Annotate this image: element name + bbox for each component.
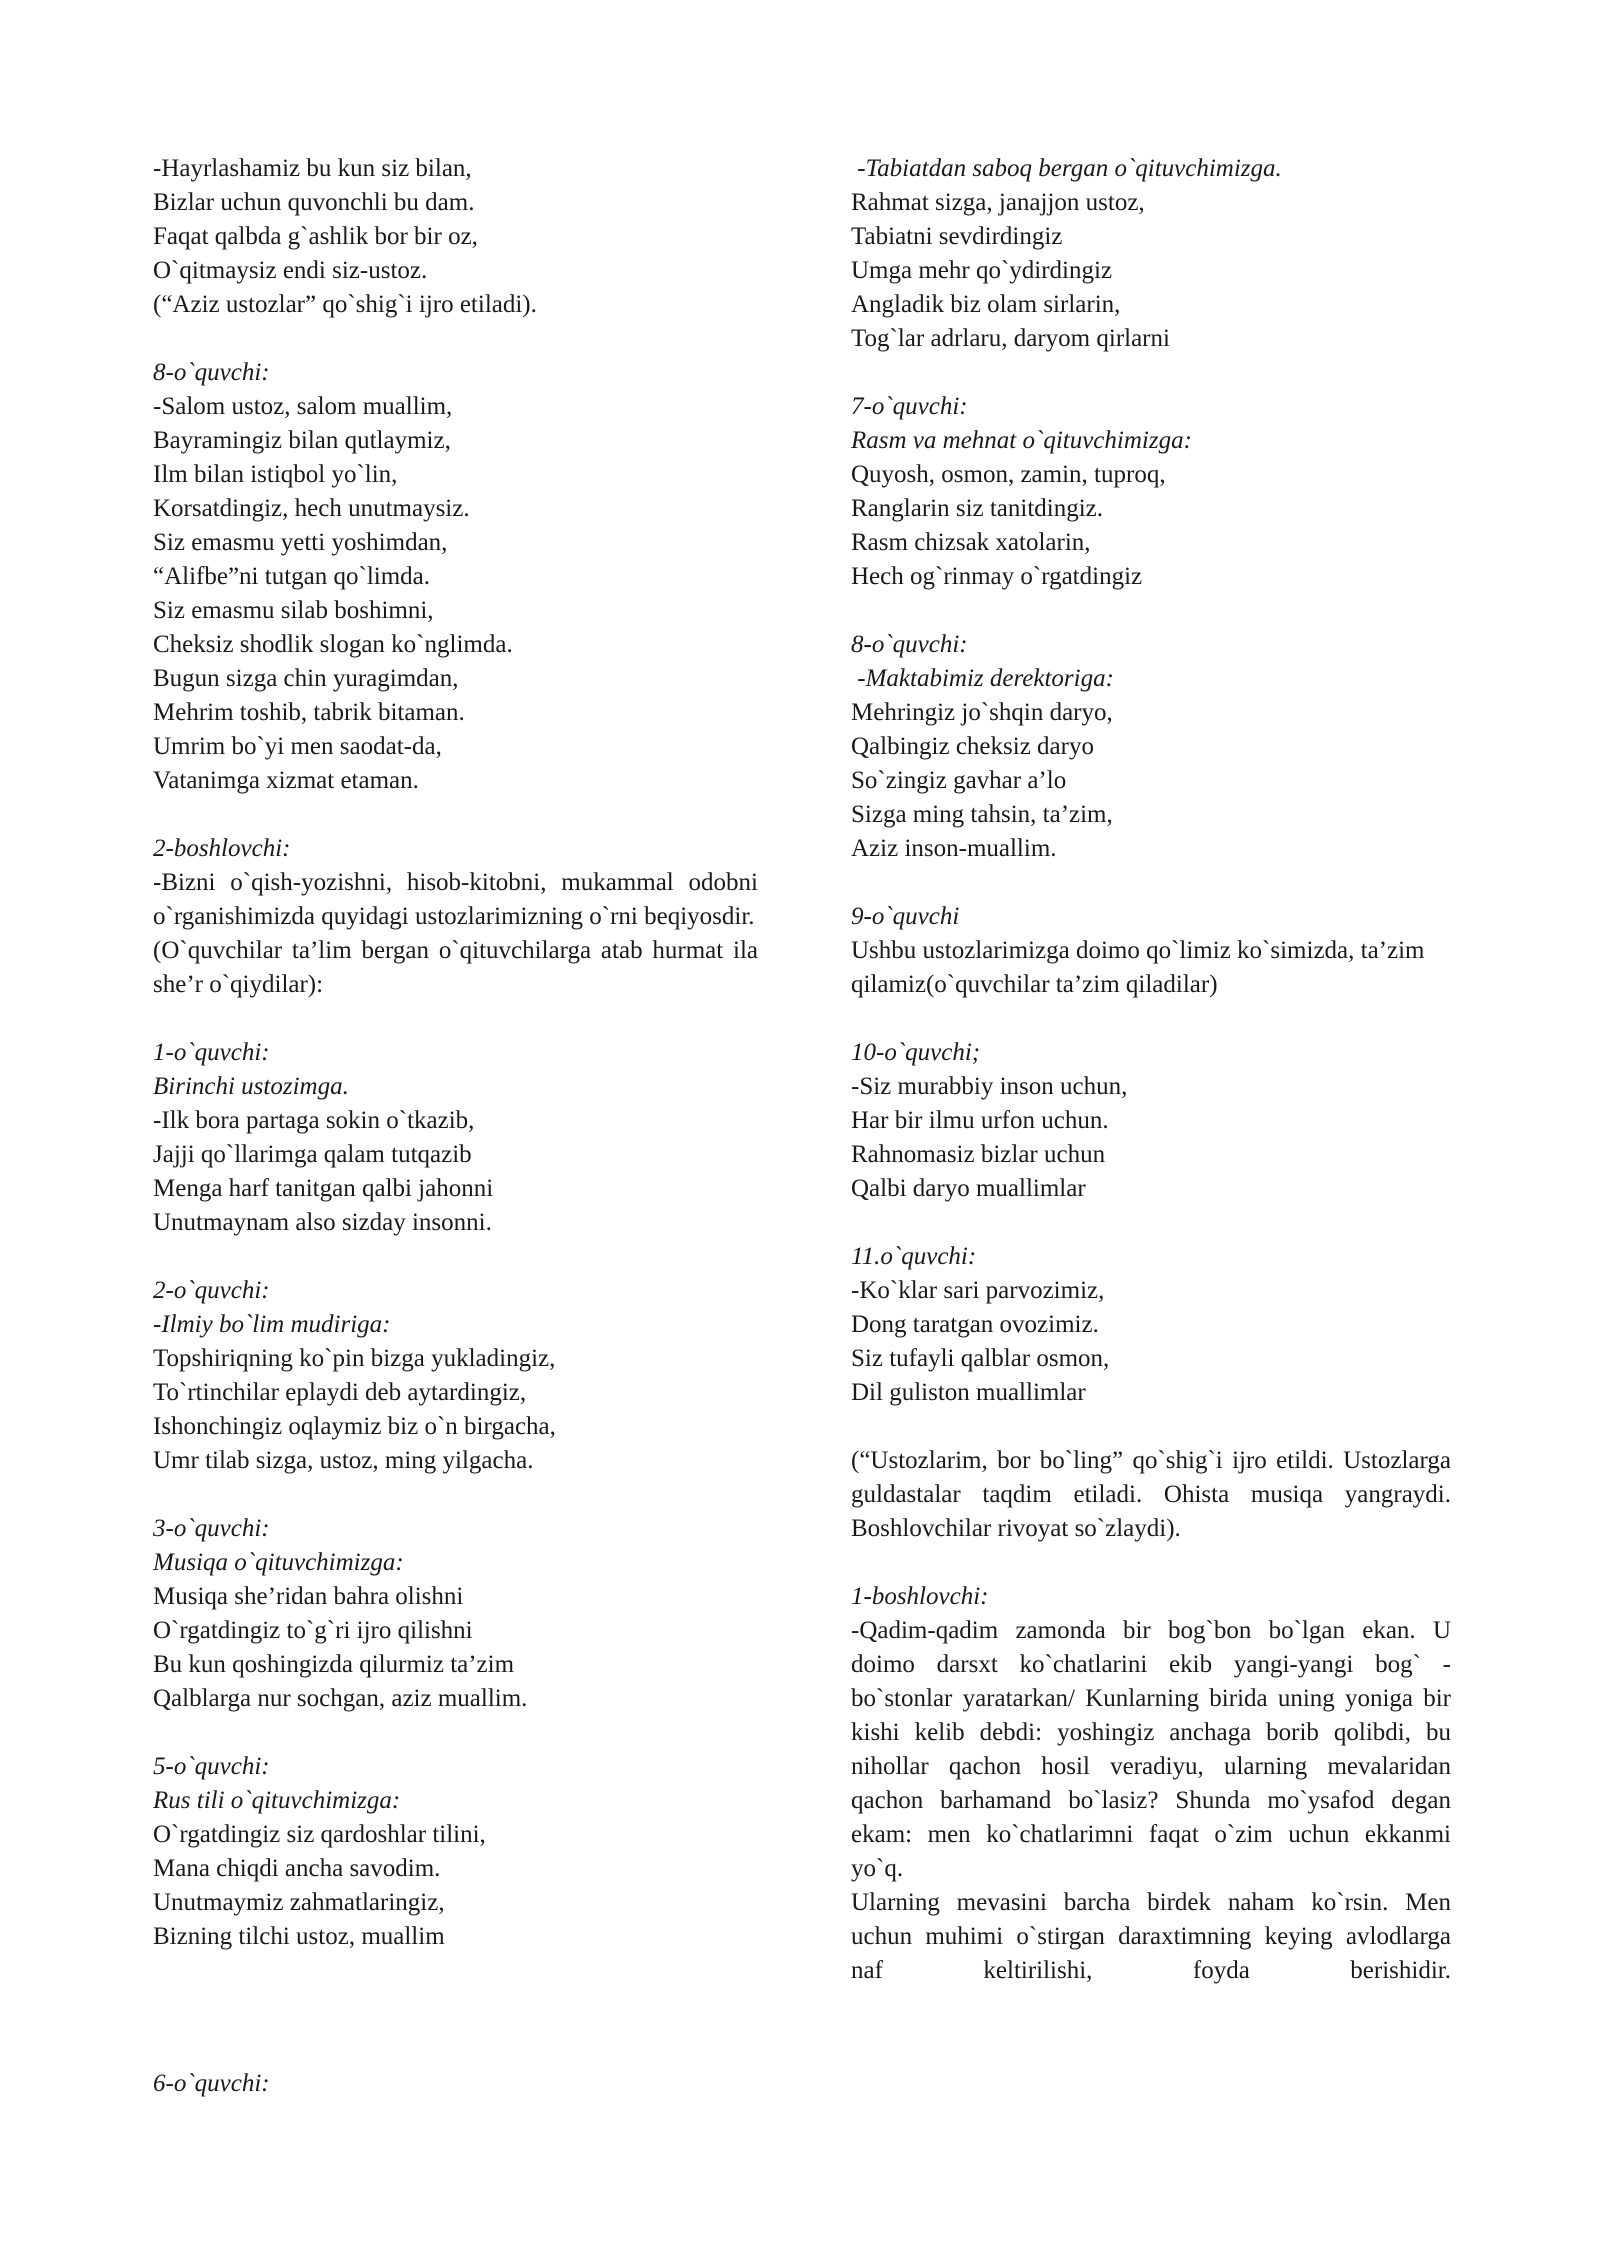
speaker-label: 10-o`quvchi; xyxy=(851,1039,981,1066)
verse-line: To`rtinchilar eplaydi deb aytardingiz, xyxy=(153,1379,527,1406)
verse-line: Ishonchingiz oqlaymiz biz o`n birgacha, xyxy=(153,1413,556,1440)
speaker-label: 2-boshlovchi: xyxy=(153,835,291,862)
verse-line: Jajji qo`llarimga qalam tutqazib xyxy=(153,1141,472,1168)
verse-line: Ranglarin siz tanitdingiz. xyxy=(851,495,1104,522)
verse-line: Rasm chizsak xatolarin, xyxy=(851,529,1091,556)
verse-line: Aziz inson-muallim. xyxy=(851,835,1057,862)
verse-line: Siz tufayli qalblar osmon, xyxy=(851,1345,1110,1372)
verse-block xyxy=(851,152,1451,356)
prose-paragraph: Ushbu ustozlarimizga doimo qo`limiz ko`simizda, ta’zim qilamiz(o`quvchilar ta’zim qiladilar) xyxy=(851,937,1425,998)
stage-direction: (“Aziz ustozlar” qo`shig`i ijro etiladi). xyxy=(153,291,537,318)
stage-direction: (“Ustozlarim, bor bo`ling” qo`shig`i ijro etildi. Ustozlarga guldastalar taqdim etiladi. Ohista musiqa yangraydi. Boshlovchilar rivoyat so`zlaydi). xyxy=(851,1447,1451,1542)
verse-line: Qalbi daryo muallimlar xyxy=(851,1175,1086,1202)
verse-block xyxy=(153,1036,758,1240)
verse-block xyxy=(851,628,1451,866)
left-column xyxy=(153,152,758,1988)
verse-line: -Ilk bora partaga sokin o`tkazib, xyxy=(153,1107,475,1134)
verse-line: Topshiriqning ko`pin bizga yukladingiz, xyxy=(153,1345,556,1372)
verse-block xyxy=(153,152,758,322)
prose-block xyxy=(851,900,1451,1002)
verse-line: Dil guliston muallimlar xyxy=(851,1379,1086,1406)
speaker-label: 6-o`quvchi: xyxy=(153,2070,270,2097)
verse-block xyxy=(153,1750,758,1954)
verse-line: -Ko`klar sari parvozimiz, xyxy=(851,1277,1105,1304)
verse-line: Rahnomasiz bizlar uchun xyxy=(851,1141,1106,1168)
verse-line: -Hayrlashamiz bu kun siz bilan, xyxy=(153,155,472,182)
verse-line: Angladik biz olam sirlarin, xyxy=(851,291,1121,318)
verse-block xyxy=(153,356,758,798)
verse-line: -Salom ustoz, salom muallim, xyxy=(153,393,453,420)
speaker-label: 8-o`quvchi: xyxy=(153,359,270,386)
dedication-line: Rasm va mehnat o`qituvchimizga: xyxy=(851,427,1192,454)
verse-line: Rahmat sizga, janajjon ustoz, xyxy=(851,189,1145,216)
verse-block xyxy=(851,1036,1451,1206)
prose-paragraph: -Bizni o`qish-yozishni, hisob-kitobni, mukammal odobni o`rganishimizda quyidagi ustozlarimizning o`rni beqiyosdir. xyxy=(153,869,758,930)
prose-block xyxy=(153,832,758,1002)
verse-line: Qalbingiz cheksiz daryo xyxy=(851,733,1094,760)
verse-line: Umr tilab sizga, ustoz, ming yilgacha. xyxy=(153,1447,534,1474)
verse-line: Quyosh, osmon, zamin, tuproq, xyxy=(851,461,1166,488)
speaker-label: 11.o`quvchi: xyxy=(851,1243,977,1270)
verse-line: Faqat qalbda g`ashlik bor bir oz, xyxy=(153,223,478,250)
verse-line: Mehringiz jo`shqin daryo, xyxy=(851,699,1113,726)
verse-line: Umga mehr qo`ydirdingiz xyxy=(851,257,1113,284)
verse-block xyxy=(851,1240,1451,1410)
verse-line: -Siz murabbiy inson uchun, xyxy=(851,1073,1128,1100)
stage-direction: (O`quvchilar ta’lim bergan o`qituvchilarga atab hurmat ila she’r o`qiydilar): xyxy=(153,937,758,998)
speaker-label: 9-o`quvchi xyxy=(851,903,960,930)
speaker-label: 2-o`quvchi: xyxy=(153,1277,270,1304)
speaker-label: 3-o`quvchi: xyxy=(153,1515,270,1542)
verse-block xyxy=(851,390,1451,594)
verse-line: Mana chiqdi ancha savodim. xyxy=(153,1855,441,1882)
verse-line: Sizga ming tahsin, ta’zim, xyxy=(851,801,1113,828)
verse-line: Siz emasmu silab boshimni, xyxy=(153,597,434,624)
dedication-line: Birinchi ustozimga. xyxy=(153,1073,349,1100)
verse-line: O`rgatdingiz to`g`ri ijro qilishni xyxy=(153,1617,473,1644)
prose-paragraph: Ularning mevasini barcha birdek naham ko`rsin. Men uchun muhimi o`stirgan daraxtimning keying avlodlarga naf keltirilishi, foyda berishidir. xyxy=(851,1889,1451,1984)
right-column xyxy=(851,152,1451,2022)
verse-line: O`rgatdingiz siz qardoshlar tilini, xyxy=(153,1821,486,1848)
prose-block xyxy=(851,1580,1451,1988)
verse-line: Bu kun qoshingizda qilurmiz ta’zim xyxy=(153,1651,515,1678)
verse-line: Mehrim toshib, tabrik bitaman. xyxy=(153,699,465,726)
verse-line: Tabiatni sevdirdingiz xyxy=(851,223,1063,250)
verse-line: Musiqa she’ridan bahra olishni xyxy=(153,1583,464,1610)
dedication-line: -Ilmiy bo`lim mudiriga: xyxy=(153,1311,391,1338)
verse-line: O`qitmaysiz endi siz-ustoz. xyxy=(153,257,428,284)
verse-line: So`zingiz gavhar a’lo xyxy=(851,767,1067,794)
verse-line: Tog`lar adrlaru, daryom qirlarni xyxy=(851,325,1170,352)
dedication-line: -Maktabimiz derektoriga: xyxy=(851,665,1114,692)
verse-line: Dong taratgan ovozimiz. xyxy=(851,1311,1099,1338)
verse-line: Bugun sizga chin yuragimdan, xyxy=(153,665,459,692)
prose-paragraph: -Qadim-qadim zamonda bir bog`bon bo`lgan ekan. U doimo darsxt ko`chatlarini ekib yangi-yangi bog` -bo`stonlar yaratarkan/ Kunlarning birida uning yoniga bir kishi kelib debdi: yoshingiz anchaga borib qolibdi, bu nihollar qachon hosil veradiyu, ularning mevalaridan qachon barhamand bo`lasiz? Shunda mo`ysafod degan ekam: men ko`chatlarimni faqat o`zim uchun ekkanmi yo`q. xyxy=(851,1617,1451,1882)
prose-block xyxy=(851,1444,1451,1546)
speaker-label: 1-o`quvchi: xyxy=(153,1039,270,1066)
dedication-line: Musiqa o`qituvchimizga: xyxy=(153,1549,404,1576)
verse-line: Cheksiz shodlik slogan ko`nglimda. xyxy=(153,631,513,658)
verse-line: Menga harf tanitgan qalbi jahonni xyxy=(153,1175,494,1202)
verse-line: Bayramingiz bilan qutlaymiz, xyxy=(153,427,451,454)
speaker-label: 1-boshlovchi: xyxy=(851,1583,989,1610)
verse-line: Hech og`rinmay o`rgatdingiz xyxy=(851,563,1143,590)
dedication-line: -Tabiatdan saboq bergan o`qituvchimizga. xyxy=(851,155,1282,182)
verse-line: Unutmaymiz zahmatlaringiz, xyxy=(153,1889,445,1916)
verse-line: Umrim bo`yi men saodat-da, xyxy=(153,733,442,760)
speaker-label: 5-o`quvchi: xyxy=(153,1753,270,1780)
verse-block xyxy=(153,1512,758,1716)
verse-line: Qalblarga nur sochgan, aziz muallim. xyxy=(153,1685,528,1712)
dedication-line: Rus tili o`qituvchimizga: xyxy=(153,1787,401,1814)
speaker-label: 7-o`quvchi: xyxy=(851,393,968,420)
verse-line: Vatanimga xizmat etaman. xyxy=(153,767,419,794)
verse-line: Ilm bilan istiqbol yo`lin, xyxy=(153,461,398,488)
verse-block xyxy=(153,1274,758,1478)
verse-line: Korsatdingiz, hech unutmaysiz. xyxy=(153,495,470,522)
verse-line: Unutmaynam also sizday insonni. xyxy=(153,1209,492,1236)
verse-line: Har bir ilmu urfon uchun. xyxy=(851,1107,1109,1134)
verse-line: “Alifbe”ni tutgan qo`limda. xyxy=(153,563,431,590)
speaker-label: 8-o`quvchi: xyxy=(851,631,968,658)
verse-line: Bizning tilchi ustoz, muallim xyxy=(153,1923,445,1950)
verse-line: Siz emasmu yetti yoshimdan, xyxy=(153,529,448,556)
verse-line: Bizlar uchun quvonchli bu dam. xyxy=(153,189,475,216)
